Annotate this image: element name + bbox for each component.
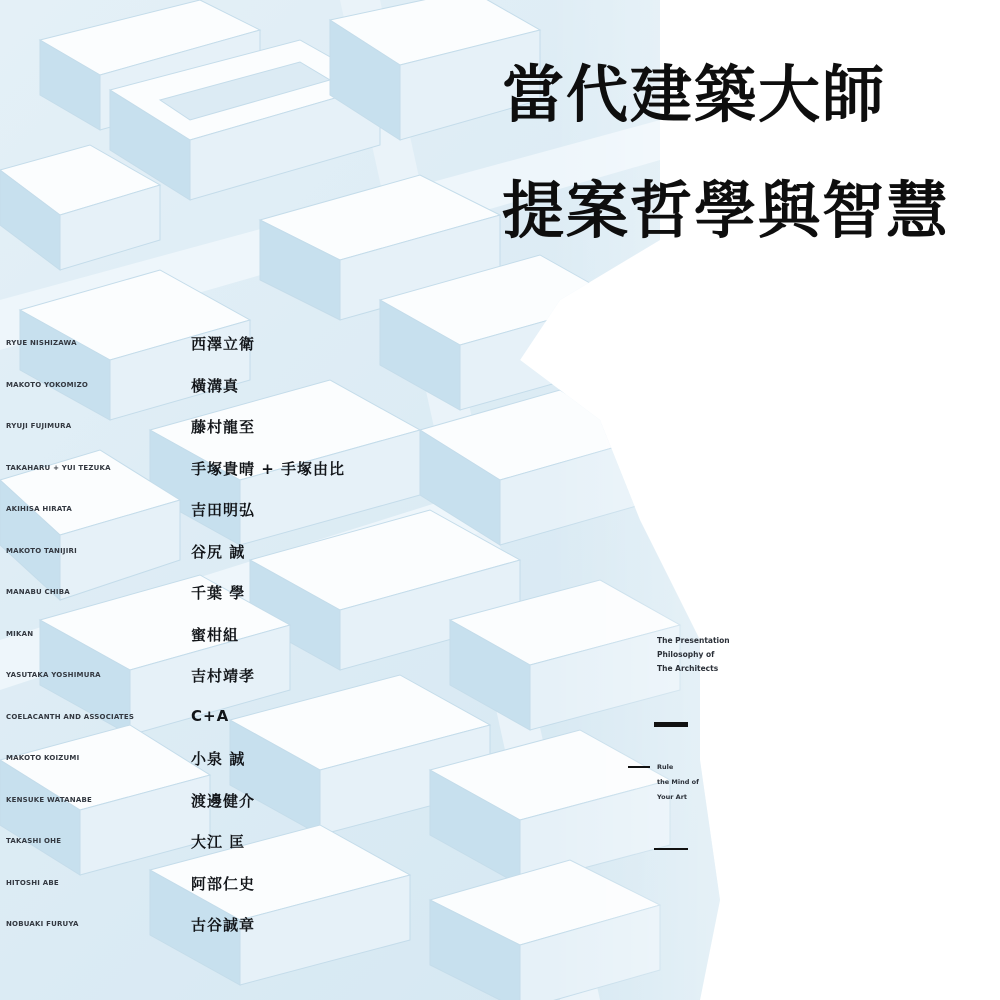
divider-short bbox=[628, 766, 650, 768]
architect-name-zh: 大江 匡 bbox=[191, 833, 246, 851]
divider-thick bbox=[654, 722, 688, 727]
list-item bbox=[6, 541, 426, 583]
architect-name-zh: 阿部仁史 bbox=[191, 874, 256, 893]
architect-name-en: AKIHISA HIRATA bbox=[6, 505, 72, 513]
architect-name-en: YASUTAKA YOSHIMURA bbox=[6, 671, 101, 679]
list-item bbox=[6, 707, 426, 749]
list-item bbox=[6, 458, 426, 500]
title-line-2: 提案哲學與智慧 bbox=[502, 174, 951, 247]
architect-name-en: MIKAN bbox=[6, 629, 34, 638]
architect-name-zh: 吉田明弘 bbox=[191, 501, 256, 519]
english-subtitle bbox=[657, 634, 767, 676]
architect-name-en: RYUE NISHIZAWA bbox=[6, 339, 77, 347]
architect-name-zh: 蜜柑組 bbox=[191, 625, 240, 644]
architect-name-en: TAKAHARU + YUI TEZUKA bbox=[6, 463, 111, 472]
architect-name-en: NOBUAKI FURUYA bbox=[6, 920, 79, 928]
architect-name-en: MAKOTO YOKOMIZO bbox=[6, 380, 89, 389]
architect-name-zh: 谷尻 誠 bbox=[191, 542, 246, 561]
architect-name-en: HITOSHI ABE bbox=[6, 878, 59, 887]
tagline-line: the Mind of bbox=[657, 778, 699, 786]
english-subtitle-line: The Presentation bbox=[657, 636, 730, 645]
english-subtitle-line: Philosophy of bbox=[657, 650, 715, 659]
list-item bbox=[6, 790, 426, 832]
tagline bbox=[657, 760, 737, 805]
architect-name-zh: C+A bbox=[191, 706, 230, 725]
architect-name-zh: 手塚貴晴 + 手塚由比 bbox=[191, 459, 346, 478]
architect-name-en: MAKOTO KOIZUMI bbox=[6, 754, 80, 762]
architect-name-en: MAKOTO TANIJIRI bbox=[6, 546, 77, 555]
divider-bottom bbox=[654, 848, 688, 850]
list-item bbox=[6, 831, 426, 873]
architect-name-zh: 西澤立衛 bbox=[191, 335, 256, 353]
list-item bbox=[6, 624, 426, 666]
architect-name-zh: 小泉 誠 bbox=[191, 750, 246, 768]
architect-name-zh: 千葉 學 bbox=[191, 584, 246, 602]
architect-name-zh: 橫溝真 bbox=[191, 376, 240, 395]
architect-list bbox=[6, 333, 426, 956]
tagline-line: Rule bbox=[657, 763, 674, 771]
architect-name-en: COELACANTH AND ASSOCIATES bbox=[6, 712, 135, 721]
list-item bbox=[6, 333, 426, 375]
architect-name-en: KENSUKE WATANABE bbox=[6, 795, 92, 804]
list-item bbox=[6, 914, 426, 956]
architect-name-zh: 渡邊健介 bbox=[191, 791, 256, 810]
architect-name-en: TAKASHI OHE bbox=[6, 837, 62, 845]
english-subtitle-line: The Architects bbox=[657, 664, 719, 673]
list-item bbox=[6, 748, 426, 790]
list-item bbox=[6, 873, 426, 915]
architect-name-en: RYUJI FUJIMURA bbox=[6, 422, 72, 430]
title-line-1: 當代建築大師 bbox=[502, 58, 887, 131]
list-item bbox=[6, 499, 426, 541]
architect-name-zh: 藤村龍至 bbox=[191, 418, 256, 436]
list-item bbox=[6, 416, 426, 458]
architect-name-zh: 吉村靖孝 bbox=[191, 667, 256, 685]
architect-name-zh: 古谷誠章 bbox=[191, 916, 256, 934]
tagline-line: Your Art bbox=[657, 793, 688, 801]
list-item bbox=[6, 582, 426, 624]
list-item bbox=[6, 375, 426, 417]
list-item bbox=[6, 665, 426, 707]
architect-name-en: MANABU CHIBA bbox=[6, 588, 70, 596]
